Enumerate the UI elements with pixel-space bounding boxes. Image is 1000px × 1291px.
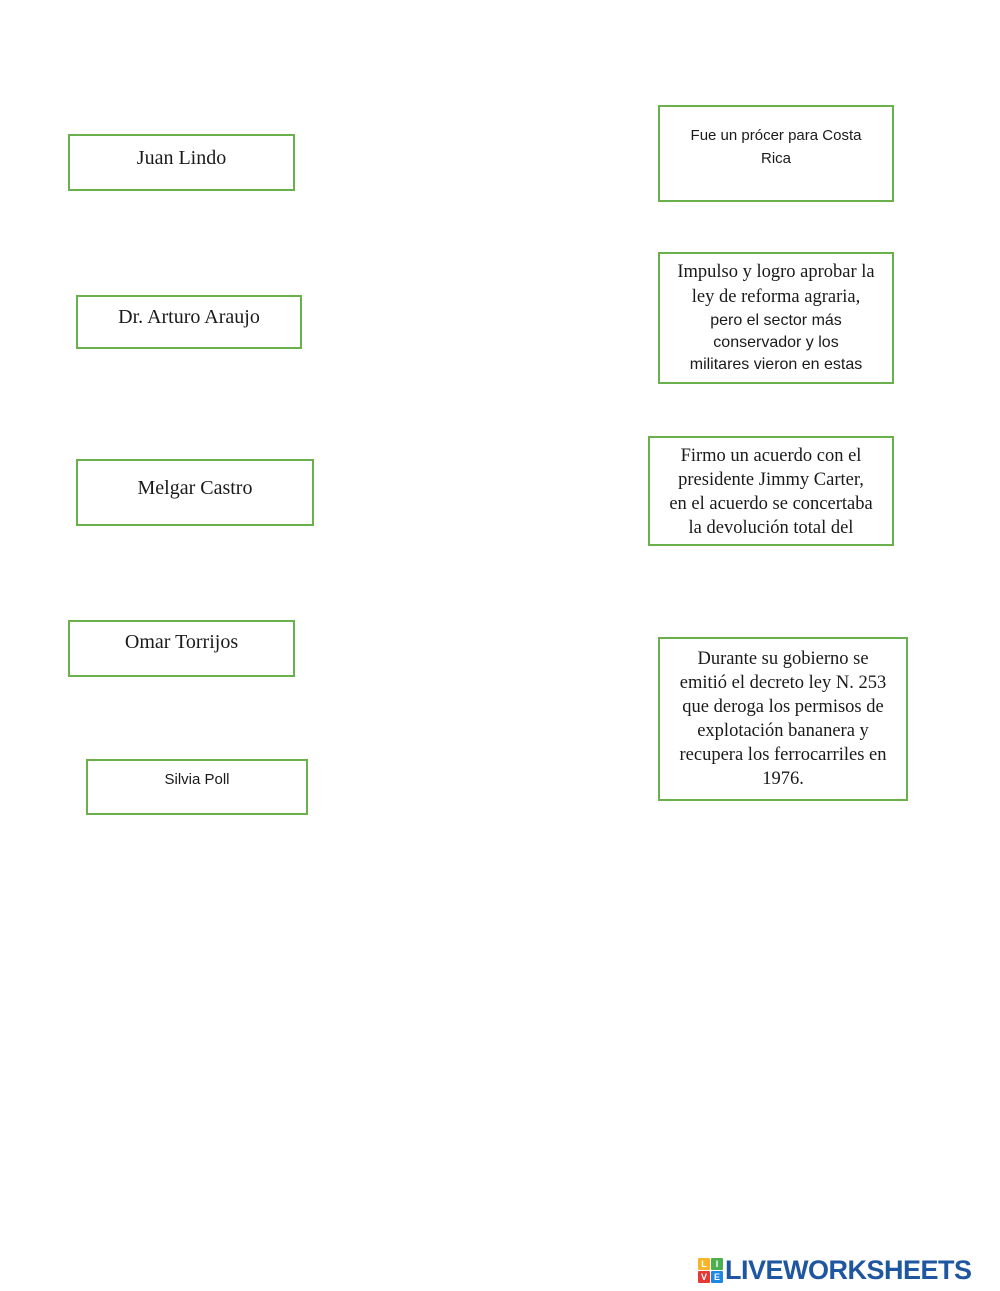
description-line: emitió el decreto ley N. 253 (679, 673, 887, 693)
liveworksheets-logo (698, 1255, 972, 1285)
description-line: Firmo un acuerdo con el (680, 446, 862, 466)
name-label: Juan Lindo (136, 147, 227, 169)
live-logo-icon (698, 1258, 723, 1283)
description-line: Durante su gobierno se (697, 649, 869, 669)
description-line: que deroga los permisos de (682, 697, 884, 717)
description-line: Impulso y logro aprobar la (677, 262, 875, 282)
logo-mark-cell: V (698, 1271, 710, 1283)
logo-mark-cell: E (711, 1271, 723, 1283)
description-line: pero el sector más (710, 312, 842, 329)
description-box-1[interactable] (658, 105, 894, 202)
description-line: presidente Jimmy Carter, (678, 470, 864, 490)
description-line: explotación bananera y (697, 721, 869, 741)
logo-mark-cell: I (711, 1258, 723, 1270)
description-line: en el acuerdo se concertaba (669, 494, 873, 514)
name-box-juan-lindo[interactable] (68, 134, 295, 191)
logo-mark-cell: L (698, 1258, 710, 1270)
name-box-arturo-araujo[interactable] (76, 295, 302, 349)
description-line: 1976. (762, 769, 804, 789)
name-label: Silvia Poll (164, 771, 230, 788)
name-box-silvia-poll[interactable] (86, 759, 308, 815)
name-box-melgar-castro[interactable] (76, 459, 314, 526)
description-line: militares vieron en estas (689, 356, 863, 373)
description-box-4[interactable] (658, 637, 908, 801)
description-box-2[interactable] (658, 252, 894, 384)
description-line: Fue un prócer para Costa (690, 127, 862, 144)
description-line: ley de reforma agraria, (691, 287, 861, 307)
description-line: la devolución total del (688, 518, 854, 538)
description-line: Rica (760, 150, 791, 167)
description-line: recupera los ferrocarriles en (679, 745, 887, 765)
name-label: Omar Torrijos (124, 631, 239, 653)
name-label: Dr. Arturo Araujo (118, 306, 260, 328)
description-line: conservador y los (713, 334, 839, 351)
description-box-3[interactable] (648, 436, 894, 546)
logo-text: LIVEWORKSHEETS (725, 1255, 972, 1285)
name-label: Melgar Castro (137, 477, 253, 499)
name-box-omar-torrijos[interactable] (68, 620, 295, 677)
